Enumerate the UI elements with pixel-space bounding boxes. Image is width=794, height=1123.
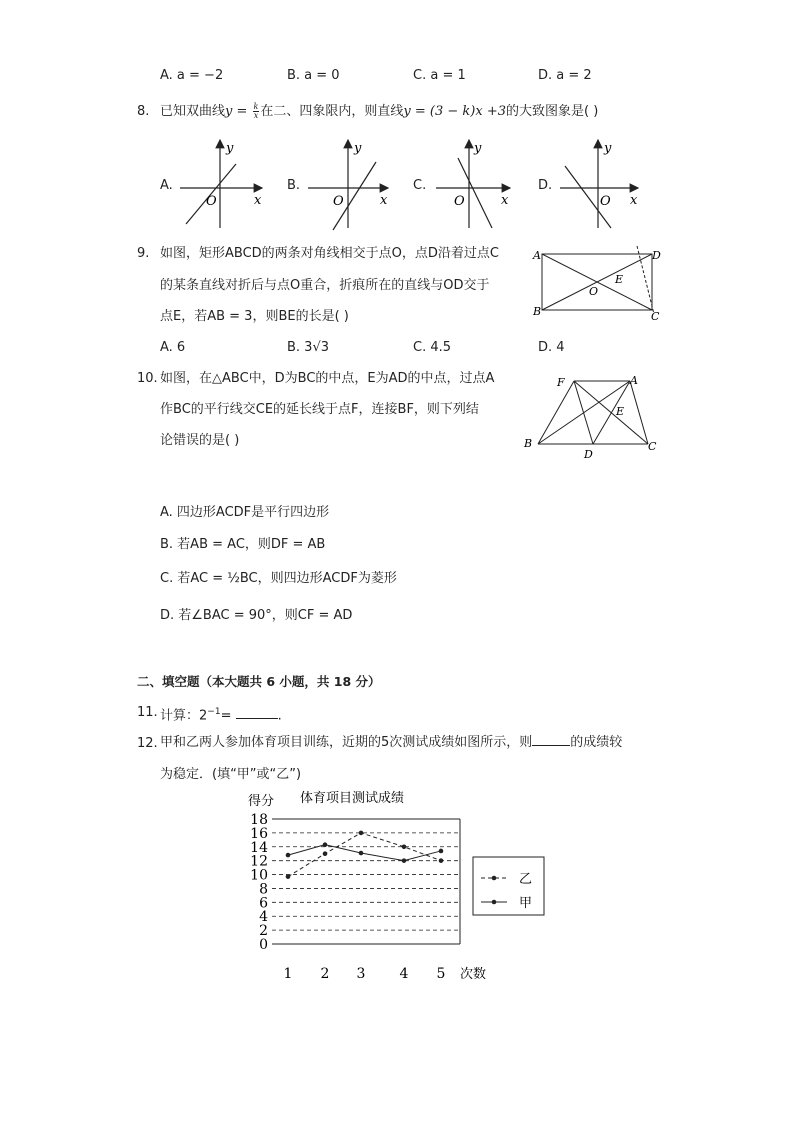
q9-label-b: B [533, 305, 542, 318]
legend-marker [492, 876, 497, 881]
q8-text-post: 的大致图象是( ) [505, 104, 599, 119]
q12-answer-blank[interactable] [532, 733, 570, 746]
q8-frac-num: k [253, 102, 259, 111]
chart-grid [272, 819, 460, 944]
q10-number: 10. [137, 371, 158, 386]
q9-label-e: E [615, 273, 624, 286]
chart-point [359, 851, 364, 856]
q8d-o: O [600, 194, 611, 209]
legend-label: 乙 [519, 872, 533, 887]
q7-option-a: A. a = −2 [160, 68, 224, 83]
chart-point [439, 858, 444, 863]
q8a-y: y [226, 141, 234, 156]
q11-answer-blank[interactable] [236, 706, 278, 719]
chart-x-ticks [284, 966, 446, 982]
chart-point [402, 858, 407, 863]
chart-y-ticks [250, 812, 268, 953]
chart-point [402, 844, 407, 849]
q10-line-1: 如图，在△ABC中，D为BC的中点，E为AD的中点，过点A [160, 371, 495, 386]
chart-x-tick-label: 4 [399, 966, 409, 982]
q8-graph-label-a: A. [160, 178, 173, 193]
q12-number: 12. [137, 736, 158, 751]
chart-point [286, 874, 291, 879]
q8-graph-label-b: B. [287, 178, 301, 193]
chart-y-tick-label: 0 [259, 937, 268, 953]
q8a-o: O [206, 194, 217, 209]
chart-y-tick-label: 10 [250, 867, 268, 884]
q12-line-1-post: 的成绩较 [570, 735, 623, 750]
q12-line-2: 为稳定．(填“甲”或“乙”) [160, 767, 302, 782]
q9-option-b: B. 3√3 [287, 340, 330, 355]
q7-option-c: C. a = 1 [413, 68, 466, 83]
chart-xlabel: 次数 [460, 967, 487, 982]
q10-label-c: C [648, 440, 657, 453]
section-title-fill-blank: 二、填空题（本大题共 6 小题，共 18 分） [137, 674, 381, 689]
q8-graph-a [180, 140, 262, 228]
q9-line-1: 如图，矩形ABCD的两条对角线相交于点O，点D沿着过点C [160, 246, 499, 261]
q10-label-f: F [557, 376, 565, 389]
chart-series [286, 831, 444, 879]
chart-y-tick-label: 14 [250, 839, 268, 856]
q10-label-d: D [584, 448, 593, 461]
q8b-o: O [333, 194, 344, 209]
q11-text-pre: 计算：2 [160, 708, 208, 724]
q11-text-post: = [220, 708, 236, 724]
q8-number: 8. [137, 104, 150, 119]
q12-line-1-pre: 甲和乙两人参加体育项目训练，近期的5次测试成绩如图所示，则 [160, 735, 533, 750]
q9-label-c: C [651, 310, 660, 322]
q8-graph-c [436, 140, 510, 228]
chart-legend [473, 857, 544, 915]
q11-exponent: −1 [207, 707, 221, 717]
chart-ylabel: 得分 [248, 794, 275, 809]
q8b-y: y [354, 141, 362, 156]
chart-y-tick-label: 4 [259, 909, 268, 926]
q8-line-eq: y = (3 − k)x +3 [403, 104, 506, 119]
chart-y-tick-label: 6 [259, 895, 268, 912]
q9-label-a: A [533, 249, 541, 262]
q9-line-2: 的某条直线对折后与点O重合，折痕所在的直线与OD交于 [160, 278, 490, 293]
chart-x-tick-label: 1 [283, 966, 293, 982]
q10-figure [520, 370, 665, 462]
q9-number: 9. [137, 246, 150, 261]
q8-text-pre: 已知双曲线 [160, 104, 226, 119]
chart-point [286, 853, 291, 858]
q8-graph-label-d: D. [538, 178, 553, 193]
legend-label: 甲 [519, 896, 533, 911]
q10-option-d: D. 若∠BAC = 90°，则CF = AD [160, 608, 353, 623]
q8-graph-label-c: C. [413, 178, 427, 193]
chart-y-tick-label: 2 [259, 923, 268, 940]
q8b-x: x [380, 193, 388, 208]
q9-line-3: 点E，若AB = 3，则BE的长是( ) [160, 309, 349, 324]
q11-tail: . [277, 708, 282, 724]
q9-label-o: O [589, 285, 599, 298]
chart-x-tick-label: 5 [436, 966, 446, 982]
q10-option-c: C. 若AC = ½BC，则四边形ACDF为菱形 [160, 571, 397, 586]
chart-y-tick-label: 12 [250, 853, 268, 870]
q8a-x: x [254, 193, 262, 208]
q10-option-a: A. 四边形ACDF是平行四边形 [160, 505, 330, 520]
chart-y-tick-label: 16 [250, 825, 268, 842]
chart-point [439, 849, 444, 854]
q12-chart [240, 785, 560, 990]
q10-line-3: 论错误的是( ) [160, 433, 240, 448]
q8d-y: y [604, 141, 612, 156]
chart-point [359, 831, 364, 836]
chart-series-line-1 [288, 833, 441, 877]
q8c-x: x [501, 193, 509, 208]
q10-label-a: A [630, 374, 638, 387]
chart-y-tick-label: 18 [250, 812, 268, 828]
chart-x-tick-label: 2 [320, 966, 330, 982]
legend-marker [492, 900, 497, 905]
chart-x-tick-label: 3 [356, 966, 366, 982]
q11-number: 11. [137, 705, 158, 720]
q10-option-b: B. 若AB = AC，则DF = AB [160, 537, 326, 552]
chart-y-tick-label: 8 [259, 881, 268, 898]
q9-figure [526, 242, 666, 322]
q9-option-c: C. 4.5 [413, 340, 452, 355]
chart-title: 体育项目测试成绩 [300, 791, 405, 806]
q8-frac-den: x [253, 111, 259, 120]
q12-line-1 [160, 733, 622, 753]
q8-text-mid: 在二、四象限内，则直线 [260, 104, 404, 119]
q8-graph-b [308, 140, 388, 230]
q8c-o: O [454, 194, 465, 209]
q11-text [160, 702, 282, 726]
q9-option-a: A. 6 [160, 340, 186, 355]
q10-label-e: E [616, 405, 625, 418]
q9-label-d: D [652, 249, 661, 262]
q8-graph-d [560, 140, 638, 228]
q10-line-2: 作BC的平行线交CE的延长线于点F，连接BF，则下列结 [160, 402, 479, 417]
q8-fn: y = [225, 104, 248, 119]
q10-label-b: B [524, 437, 533, 450]
chart-point [323, 842, 328, 847]
q7-option-b: B. a = 0 [287, 68, 340, 83]
q8-graphs [0, 0, 794, 240]
q9-option-d: D. 4 [538, 340, 565, 355]
q8d-x: x [630, 193, 638, 208]
chart-point [323, 851, 328, 856]
q7-option-d: D. a = 2 [538, 68, 592, 83]
q8c-y: y [474, 141, 482, 156]
